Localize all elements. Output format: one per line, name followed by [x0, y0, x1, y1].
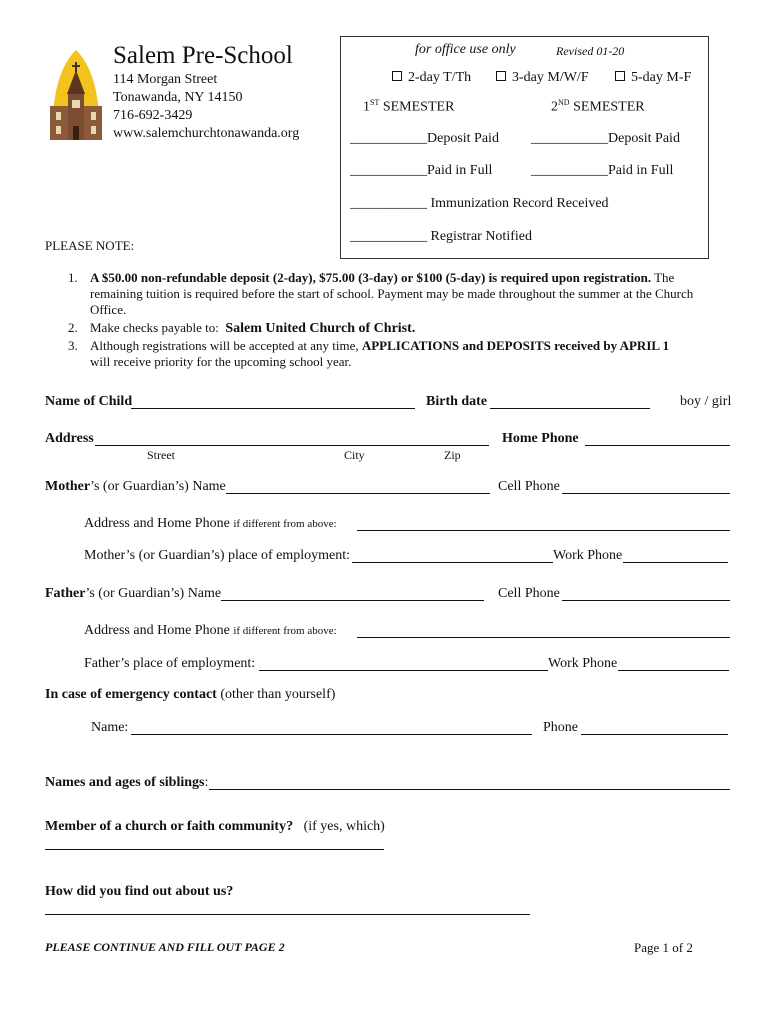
father-name-field[interactable] — [221, 600, 484, 601]
emergency-phone-field[interactable] — [581, 734, 728, 735]
home-phone-label: Home Phone — [502, 431, 579, 446]
emergency-phone-label: Phone — [543, 720, 578, 735]
addr-home-phone: Address and Home Phone — [84, 516, 230, 531]
sem2-label: SEMESTER — [569, 99, 645, 115]
father-work-phone-label: Work Phone — [548, 656, 618, 671]
church-label — [45, 819, 385, 835]
sem1-sup: ST — [370, 98, 380, 107]
note-2-bold: Salem United Church of Christ. — [225, 321, 416, 336]
sem1-num: 1 — [363, 99, 370, 115]
church-logo — [48, 48, 104, 144]
mother-work-phone-field[interactable] — [623, 562, 728, 563]
emergency-label — [45, 687, 335, 703]
option-3day-label: 3-day M/W/F — [512, 70, 589, 85]
checkbox-icon[interactable] — [496, 71, 506, 81]
checkbox-icon[interactable] — [615, 71, 625, 81]
sem2-sup: ND — [558, 98, 570, 107]
mother-name-label — [45, 479, 226, 495]
emergency-name-label: Name: — [91, 720, 129, 735]
street-sub-label: Street — [147, 448, 175, 462]
school-name: Salem Pre-School — [113, 42, 293, 69]
sem1-paid-full[interactable] — [350, 163, 492, 179]
blank-line: ___________ — [350, 229, 427, 244]
father-bold: Father — [45, 586, 86, 601]
father-name-label — [45, 586, 221, 602]
find-out-label: How did you find out about us? — [45, 884, 234, 899]
if-different: if different from above: — [233, 625, 337, 637]
father-address-label — [84, 623, 337, 639]
first-semester — [363, 98, 454, 116]
office-use-title: for office use only — [415, 42, 516, 57]
deposit-paid-label: Deposit Paid — [608, 131, 680, 146]
sem1-deposit-paid[interactable] — [350, 131, 499, 147]
note-num: 2. — [68, 320, 78, 335]
address-field[interactable] — [95, 445, 489, 446]
mother-address-field[interactable] — [357, 530, 730, 531]
gender-label[interactable]: boy / girl — [680, 394, 732, 409]
sem2-num: 2 — [551, 99, 558, 115]
blank-line: ___________ — [531, 131, 608, 146]
if-different: if different from above: — [233, 518, 337, 530]
note-3-rest: will receive priority for the upcoming school year. — [90, 354, 352, 369]
mother-rest: ’s (or Guardian’s) Name — [90, 479, 226, 494]
birth-date-label: Birth date — [426, 394, 488, 409]
immunization-label: Immunization Record Received — [427, 196, 609, 211]
street-address: 114 Morgan Street — [113, 72, 218, 87]
emergency-bold: In case of emergency contact — [45, 687, 217, 702]
option-3day[interactable] — [496, 70, 589, 86]
mother-address-label — [84, 516, 337, 532]
immunization-received[interactable] — [350, 196, 609, 212]
option-5day[interactable] — [615, 70, 691, 86]
father-address-field[interactable] — [357, 637, 730, 638]
checkbox-icon[interactable] — [392, 71, 402, 81]
paid-full-label: Paid in Full — [427, 163, 493, 178]
mother-cell-field[interactable] — [562, 493, 730, 494]
church-bold: Member of a church or faith community? — [45, 819, 294, 834]
option-2day-label: 2-day T/Th — [408, 70, 472, 85]
father-work-phone-field[interactable] — [618, 670, 729, 671]
note-3-text: Although registrations will be accepted at any time, — [90, 338, 359, 353]
mother-employment-label: Mother’s (or Guardian’s) place of employment: — [84, 548, 351, 563]
revised-date: Revised 01-20 — [556, 44, 625, 58]
father-cell-label: Cell Phone — [498, 586, 560, 601]
siblings-field[interactable] — [209, 789, 730, 790]
siblings-bold: Names and ages of siblings — [45, 775, 205, 790]
addr-home-phone: Address and Home Phone — [84, 623, 230, 638]
father-employment-field[interactable] — [259, 670, 548, 671]
school-phone: 716-692-3429 — [113, 108, 193, 123]
continue-note: PLEASE CONTINUE AND FILL OUT PAGE 2 — [45, 940, 285, 954]
note-2-text: Make checks payable to: — [90, 320, 219, 335]
blank-line: ___________ — [531, 163, 608, 178]
emergency-rest: (other than yourself) — [216, 687, 336, 702]
mother-cell-label: Cell Phone — [498, 479, 560, 494]
child-name-field[interactable] — [131, 408, 415, 409]
city-state-zip: Tonawanda, NY 14150 — [113, 90, 243, 105]
sem2-paid-full[interactable] — [531, 163, 673, 179]
note-1-bold: A $50.00 non-refundable deposit (2-day), $75.00 (3-day) or $100 (5-day) is required upon registration. — [90, 270, 652, 285]
child-name-label: Name of Child — [45, 394, 133, 409]
birth-date-field[interactable] — [490, 408, 650, 409]
please-note-heading: PLEASE NOTE: — [45, 238, 135, 253]
address-label: Address — [45, 431, 94, 446]
mother-work-phone-label: Work Phone — [553, 548, 623, 563]
siblings-colon: : — [204, 775, 209, 790]
page-number: Page 1 of 2 — [634, 940, 693, 955]
school-website[interactable]: www.salemchurchtonawanda.org — [113, 126, 300, 141]
father-cell-field[interactable] — [562, 600, 730, 601]
siblings-label — [45, 775, 208, 791]
note-3-bold: APPLICATIONS and DEPOSITS received by APRIL 1 — [361, 338, 670, 353]
find-out-field[interactable] — [45, 914, 530, 915]
church-icon — [48, 48, 104, 144]
city-sub-label: City — [344, 448, 365, 462]
zip-sub-label: Zip — [444, 448, 461, 462]
mother-employment-field[interactable] — [352, 562, 553, 563]
home-phone-field[interactable] — [585, 445, 730, 446]
note-1-rest: The remaining tuition is required before the start of school. Payment may be made throughout the summer at the Church Office. — [90, 270, 694, 317]
sem2-deposit-paid[interactable] — [531, 131, 680, 147]
note-num: 3. — [68, 338, 78, 353]
mother-bold: Mother — [45, 479, 91, 494]
emergency-name-field[interactable] — [131, 734, 532, 735]
option-2day[interactable] — [392, 70, 471, 86]
second-semester — [551, 98, 645, 116]
blank-line: ___________ — [350, 131, 427, 146]
father-employment-label: Father’s place of employment: — [84, 656, 256, 671]
mother-name-field[interactable] — [226, 493, 490, 494]
option-5day-label: 5-day M-F — [631, 70, 692, 85]
church-rest: (if yes, which) — [303, 819, 385, 834]
blank-line: ___________ — [350, 196, 427, 211]
note-num: 1. — [68, 270, 78, 285]
registrar-notified[interactable] — [350, 229, 532, 245]
sem1-label: SEMESTER — [379, 99, 455, 115]
father-rest: ’s (or Guardian’s) Name — [85, 586, 222, 601]
church-field[interactable] — [45, 849, 384, 850]
paid-full-label: Paid in Full — [608, 163, 674, 178]
deposit-paid-label: Deposit Paid — [427, 131, 499, 146]
registrar-label: Registrar Notified — [427, 229, 532, 244]
blank-line: ___________ — [350, 163, 427, 178]
